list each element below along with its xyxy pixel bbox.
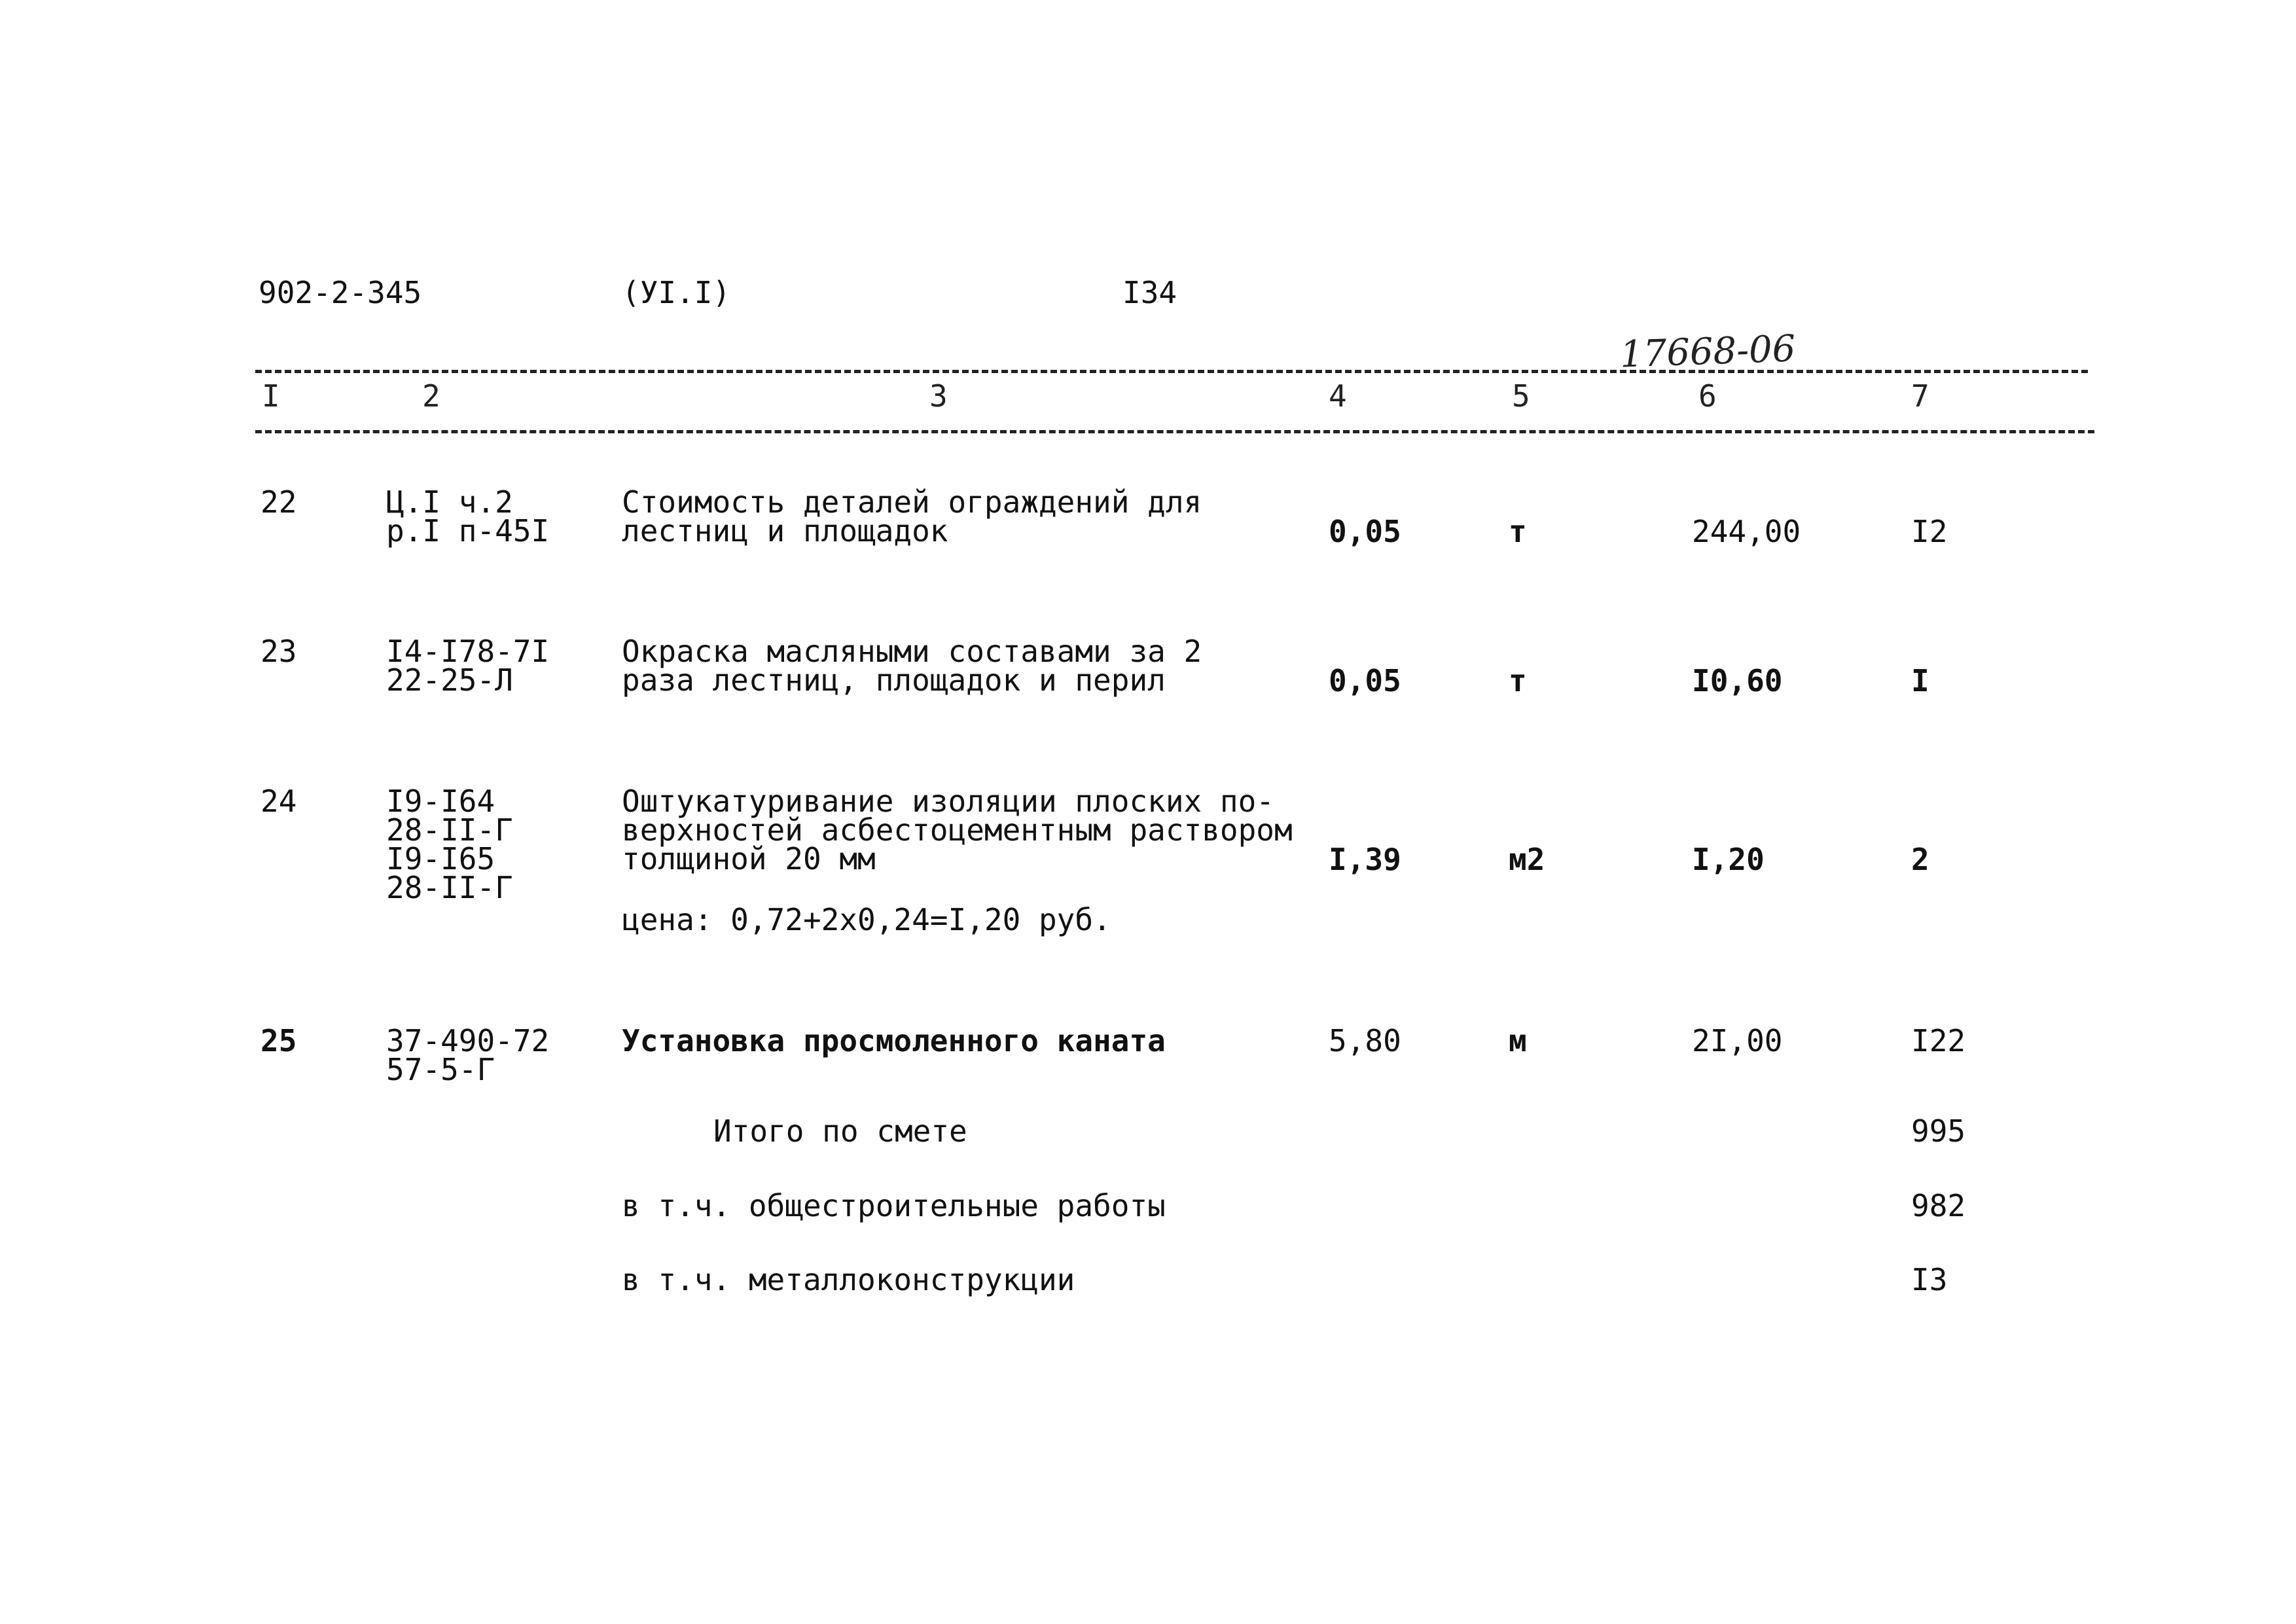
subtotal-label: в т.ч. металлоконструкции	[622, 1262, 1075, 1297]
unit: т	[1509, 663, 1527, 698]
reference-line: 28-II-Г	[386, 870, 513, 905]
total-cost: I2	[1911, 514, 1948, 549]
description-line: Оштукатуривание изоляции плоских по-	[622, 784, 1274, 819]
description-line: Окраска масляными составами за 2	[622, 634, 1202, 669]
reference-line: 37-490-72	[386, 1023, 550, 1058]
quantity: 5,80	[1329, 1023, 1401, 1058]
subtotal-value: I3	[1911, 1262, 1948, 1297]
unit-price: 244,00	[1692, 514, 1801, 549]
total-cost: I	[1911, 663, 1929, 698]
row-number: 25	[260, 1023, 297, 1058]
unit-price: I0,60	[1692, 663, 1783, 698]
total-cost: I22	[1911, 1023, 1966, 1058]
description-line: Установка просмоленного каната	[622, 1023, 1166, 1058]
description-line: верхностей асбестоцементным раствором	[622, 812, 1293, 848]
column-number: 6	[1698, 378, 1717, 414]
row-number: 23	[260, 634, 297, 669]
section-code: (УI.I)	[622, 275, 731, 310]
column-number: 5	[1512, 378, 1530, 414]
header-top-rule	[255, 370, 2088, 373]
unit: м2	[1509, 842, 1545, 877]
column-number: I	[262, 378, 280, 414]
document-code: 902-2-345	[259, 275, 422, 310]
unit: т	[1509, 514, 1527, 549]
subtotal-value: 982	[1911, 1188, 1966, 1223]
column-number: 2	[422, 378, 440, 414]
price-note: цена: 0,72+2х0,24=I,20 руб.	[622, 902, 1111, 937]
page-number: I34	[1122, 275, 1177, 310]
unit-price: I,20	[1692, 842, 1765, 877]
reference-line: р.I п-45I	[386, 513, 550, 549]
reference-line: 28-II-Г	[386, 812, 513, 848]
column-number: 3	[929, 378, 948, 414]
unit: м	[1509, 1023, 1527, 1058]
column-number: 4	[1329, 378, 1347, 414]
row-number: 22	[260, 484, 297, 520]
unit-price: 2I,00	[1692, 1023, 1783, 1058]
reference-line: I9-I65	[386, 841, 495, 876]
handwritten-number: 17668-06	[1619, 327, 1797, 376]
total-value: 995	[1911, 1113, 1966, 1149]
subtotal-label: в т.ч. общестроительные работы	[622, 1188, 1166, 1223]
quantity: 0,05	[1329, 663, 1401, 698]
column-number: 7	[1911, 378, 1929, 414]
description-line: Стоимость деталей ограждений для	[622, 484, 1202, 520]
description-line: толщиной 20 мм	[622, 841, 876, 876]
reference-line: 57-5-Г	[386, 1052, 495, 1087]
quantity: 0,05	[1329, 514, 1401, 549]
header-bottom-rule	[255, 430, 2094, 433]
total-cost: 2	[1911, 842, 1929, 877]
reference-line: 22-25-Л	[386, 662, 513, 698]
reference-line: I4-I78-7I	[386, 634, 550, 669]
row-number: 24	[260, 784, 297, 819]
total-label: Итого по смете	[713, 1113, 967, 1149]
reference-line: I9-I64	[386, 784, 495, 819]
reference-line: Ц.I ч.2	[386, 484, 513, 520]
quantity: I,39	[1329, 842, 1401, 877]
description-line: лестниц и площадок	[622, 513, 948, 549]
description-line: раза лестниц, площадок и перил	[622, 662, 1166, 698]
